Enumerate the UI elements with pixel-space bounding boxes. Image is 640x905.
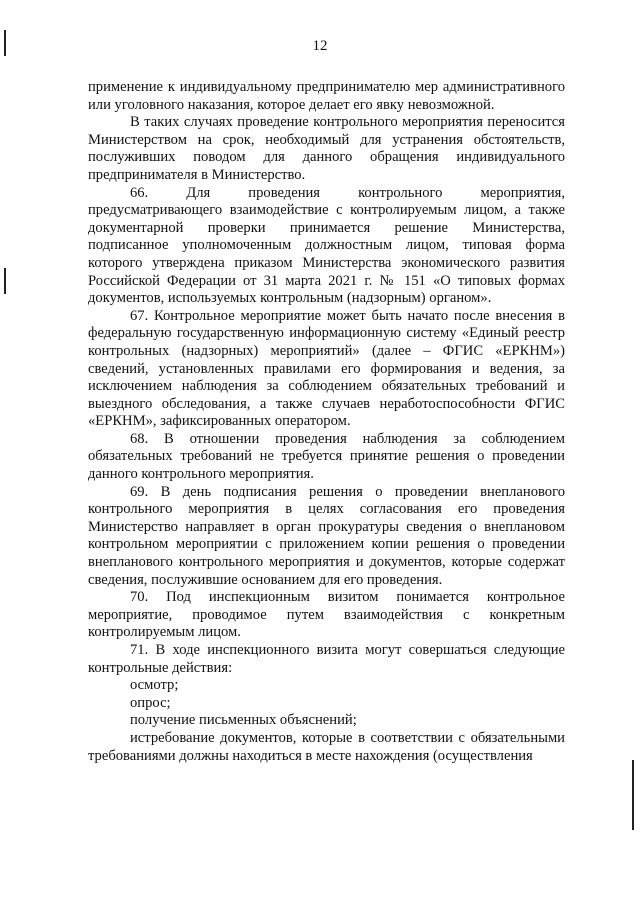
paragraph: 66. Для проведения контрольного мероприятия, предусматривающего взаимодействие с контролируемым лицом, а также документарной проверки принимается решение Министерства, подписанное уполномоченным должностным лицом, типовая форма которого утверждена приказом Министерства экономического развития Российской Федерации от 31 марта 2021 г. № 151 «О типовых формах документов, используемых контрольным (надзорным) органом». (88, 184, 565, 307)
paragraph: применение к индивидуальному предпринимателю мер административного или уголовного наказания, которое делает его явку невозможной. (88, 79, 565, 113)
page-number: 12 (312, 38, 328, 54)
list-item: осмотр; (130, 677, 179, 694)
paragraph: 67. Контрольное мероприятие может быть начато после внесения в федеральную государственную информационную систему «Единый реестр контрольных (надзорных) мероприятий» (далее – ФГИС «ЕРКНМ») сведений, установленных правилами его формирования и ведения, за исключением наблюдения за соблюдением обязательных требований и выездного обследования, а также случаев неработоспособности ФГИС «ЕРКНМ», зафиксированных оператором. (88, 307, 565, 430)
paragraph: В таких случаях проведение контрольного мероприятия переносится Министерством на срок, необходимый для устранения обстоятельств, послуживших поводом для данного обращения индивидуального предпринимателя в Министерство. (88, 114, 565, 183)
paragraph: 68. В отношении проведения наблюдения за соблюдением обязательных требований не требуется принятие решения о проведении данного контрольного мероприятия. (88, 430, 565, 483)
scan-mark-right-bottom (632, 760, 634, 830)
document-body (88, 79, 565, 765)
paragraph: 71. В ходе инспекционного визита могут совершаться следующие контрольные действия: (88, 642, 565, 676)
paragraph: 69. В день подписания решения о проведении внепланового контрольного мероприятия в целях согласования его проведения Министерство направляет в орган прокуратуры сведения о внеплановом контрольном мероприятии с приложением копии решения о проведении внепланового контрольного мероприятия и документов, которые содержат сведения, послужившие основанием для его проведения. (88, 483, 565, 588)
paragraph: 70. Под инспекционным визитом понимается контрольное мероприятие, проводимое путем взаимодействия с конкретным контролируемым лицом. (88, 589, 565, 641)
list-item: опрос; (130, 694, 171, 711)
list-item: получение письменных объяснений; (130, 712, 357, 729)
paragraph: истребование документов, которые в соответствии с обязательными требованиями должны находиться в месте нахождения (осуществления (88, 729, 565, 764)
scan-mark-left-middle (4, 268, 6, 294)
